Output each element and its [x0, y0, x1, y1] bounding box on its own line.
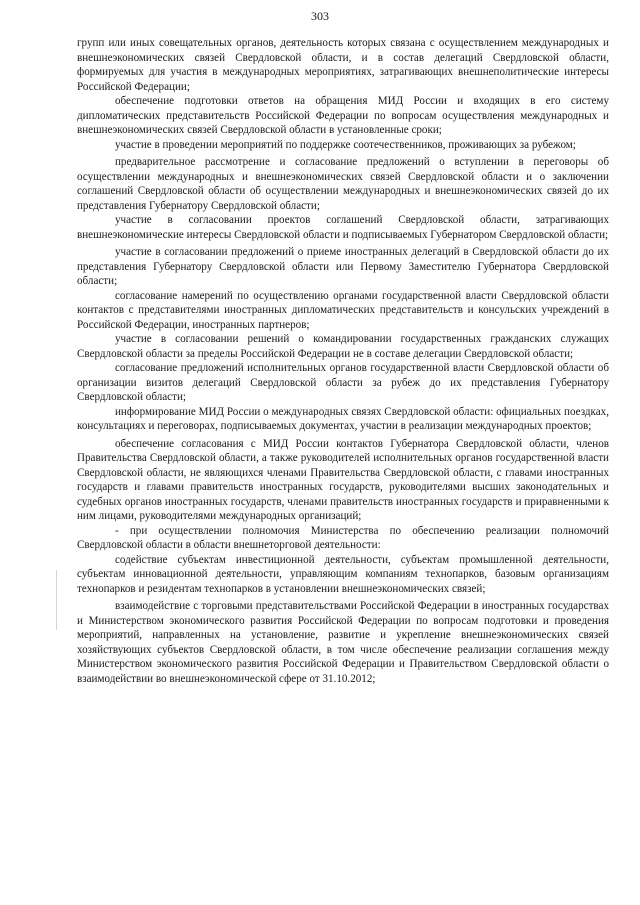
paragraph-8: участие в согласовании решений о командировании государственных гражданских служащих Свердловской области за пределы Российской Федерации не в составе делегации Свердловской области; — [77, 333, 609, 360]
paragraph-4: предварительное рассмотрение и согласование предложений о вступлении в переговоры об осуществлении международных и внешнеэкономических связей Свердловской области и о заключении соглашений Свердловской области об осуществлении международных и внешнеэкономических связей до их представления Губернатору Свердловской области; — [77, 156, 609, 212]
paragraph-10: информирование МИД России о международных связях Свердловской области: официальных поездках, консультациях и переговорах, подписываемых документах, участии в реализации международных проектов; — [77, 405, 609, 432]
paragraph-7: согласование намерений по осуществлению органами государственной власти Свердловской области контактов с представителями иностранных дипломатических представительств и консульских учреждений в Российской Федерации, иностранных партнеров; — [77, 289, 609, 331]
paragraph-11: обеспечение согласования с МИД России контактов Губернатора Свердловской области, членов Правительства Свердловской области, а также руководителей исполнительных органов государственной власти Свердловской области, не являющихся членами Правительства Свердловской области, с главами иностранных государств и главами правительств иностранных государств, руководителями высших законодательных и судебных органов иностранных государств, членами правительств иностранных государств и приравненными к ним лицами, руководителями международных организаций; — [77, 437, 609, 522]
paragraph-13: содействие субъектам инвестиционной деятельности, субъектам промышленной деятельности, субъектам инновационной деятельности, управляющим компаниям технопарков, базовым организациям технопарков и резидентам технопарков в установлении внешнеэкономических связей; — [77, 553, 609, 595]
paragraph-6: участие в согласовании предложений о приеме иностранных делегаций в Свердловской области до их представления Губернатору Свердловской области или Первому Заместителю Губернатора Свердловской области; — [77, 246, 609, 287]
paragraph-3: участие в проведении мероприятий по поддержке соотечественников, проживающих за рубежом; — [115, 138, 576, 151]
page-number: 303 — [311, 9, 329, 23]
paragraph-2: обеспечение подготовки ответов на обращения МИД России и входящих в его систему дипломатических представительств Российской Федерации по вопросам осуществления международных и внешнеэкономических связей Свердловской области в установленные сроки; — [77, 95, 609, 136]
paragraph-1: групп или иных совещательных органов, деятельность которых связана с осуществлением международных и внешнеэкономических связей Свердловской области, и в состав делегаций Свердловской области, формируемых для участия в международных мероприятиях, затрагивающих внешнеполитические интересы Российской Федерации; — [77, 37, 609, 93]
document-body — [77, 36, 609, 686]
paragraph-12: - при осуществлении полномочия Министерства по обеспечению реализации полномочий Свердловской области в области внешнеторговой деятельности: — [77, 524, 609, 551]
paragraph-14: взаимодействие с торговыми представительствами Российской Федерации в иностранных государствах и Министерством экономического развития Российской Федерации по вопросам подготовки и проведения мероприятий, направленных на установление, развитие и укрепление внешнеэкономических связей хозяйствующих субъектов Свердловской области, в том числе обеспечение реализации соглашения между Министерством экономического развития Российской Федерации и Правительством Свердловской области о взаимодействии во внешнеэкономической сфере от 31.10.2012; — [77, 600, 609, 685]
scan-margin-mark — [56, 570, 57, 630]
paragraph-5: участие в согласовании проектов соглашений Свердловской области, затрагивающих внешнеэкономические интересы Свердловской области и подписываемых Губернатором Свердловской области; — [77, 214, 609, 241]
paragraph-9: согласование предложений исполнительных органов государственной власти Свердловской области об организации визитов делегаций Свердловской области за рубеж до их представления Губернатору Свердловской области; — [77, 362, 609, 403]
